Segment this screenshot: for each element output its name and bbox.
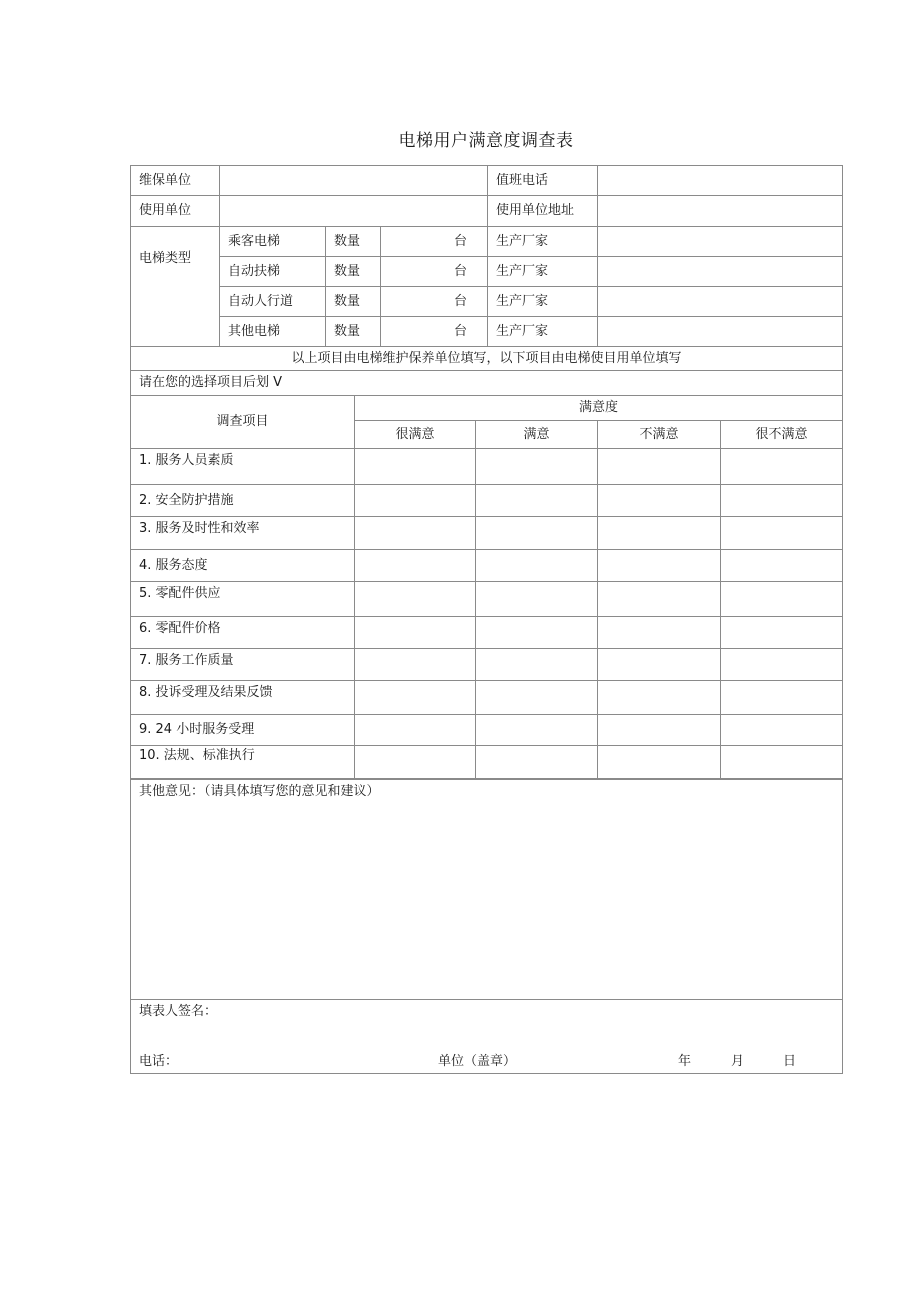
user-unit-label: 使用单位 [131, 196, 220, 227]
choice-cell[interactable] [476, 681, 598, 715]
choice-cell[interactable] [721, 485, 843, 517]
manufacturer-label: 生产厂家 [488, 227, 598, 257]
choice-cell[interactable] [598, 746, 721, 780]
choice-cell[interactable] [721, 550, 843, 582]
signature-section [131, 1000, 843, 1074]
comments-label: 其他意见：（请具体填写您的意见和建议） [139, 784, 380, 799]
choice-cell[interactable] [476, 582, 598, 617]
choice-cell[interactable] [355, 517, 476, 550]
choice-cell[interactable] [355, 617, 476, 649]
unit-label: 台 [453, 263, 467, 279]
table-row [131, 649, 843, 681]
manufacturer-label: 生产厂家 [488, 317, 598, 347]
manufacturer-field[interactable] [598, 227, 843, 257]
elevator-type-name: 自动人行道 [220, 287, 326, 317]
item-header: 调查项目 [131, 396, 355, 449]
year-label: 年 [678, 1054, 692, 1069]
maint-unit-field[interactable] [220, 166, 488, 196]
elevator-type-label: 电梯类型 [131, 227, 220, 347]
survey-item: 7. 服务工作质量 [131, 649, 355, 681]
phone-label: 电话： [139, 1054, 179, 1069]
table-row [131, 449, 843, 485]
choice-cell[interactable] [598, 550, 721, 582]
choice-cell[interactable] [598, 582, 721, 617]
manufacturer-label: 生产厂家 [488, 287, 598, 317]
table-row [131, 517, 843, 550]
unit-label: 台 [453, 293, 467, 309]
stamp-label: 单位（盖章） [438, 1054, 517, 1069]
choice-cell[interactable] [598, 649, 721, 681]
user-address-label: 使用单位地址 [488, 196, 598, 227]
manufacturer-field[interactable] [598, 287, 843, 317]
choice-cell[interactable] [598, 681, 721, 715]
elevator-info-table [130, 165, 843, 371]
maint-unit-label: 维保单位 [131, 166, 220, 196]
choice-cell[interactable] [355, 649, 476, 681]
choice-cell[interactable] [598, 485, 721, 517]
choice-cell[interactable] [476, 449, 598, 485]
choice-cell[interactable] [721, 746, 843, 780]
manufacturer-field[interactable] [598, 257, 843, 287]
unit-label: 台 [453, 323, 467, 339]
choice-cell[interactable] [476, 550, 598, 582]
survey-item: 1. 服务人员素质 [131, 449, 355, 485]
survey-item: 9. 24 小时服务受理 [131, 715, 355, 746]
survey-item: 10. 法规、标准执行 [131, 746, 355, 780]
level-header: 满意 [476, 421, 598, 449]
instruction-text: 请在您的选择项目后划 V [131, 371, 843, 396]
qty-field[interactable] [381, 257, 488, 287]
choice-cell[interactable] [355, 582, 476, 617]
choice-cell[interactable] [355, 681, 476, 715]
level-header: 很不满意 [721, 421, 843, 449]
qty-label: 数量 [326, 257, 381, 287]
table-row [131, 715, 843, 746]
survey-item: 8. 投诉受理及结果反馈 [131, 681, 355, 715]
choice-cell[interactable] [721, 681, 843, 715]
choice-cell[interactable] [598, 517, 721, 550]
table-row [131, 582, 843, 617]
satisfaction-header: 满意度 [355, 396, 843, 421]
choice-cell[interactable] [721, 449, 843, 485]
user-address-field[interactable] [598, 196, 843, 227]
choice-cell[interactable] [355, 449, 476, 485]
qty-field[interactable] [381, 287, 488, 317]
choice-cell[interactable] [721, 649, 843, 681]
choice-cell[interactable] [476, 517, 598, 550]
choice-cell[interactable] [598, 449, 721, 485]
level-header: 不满意 [598, 421, 721, 449]
survey-item: 2. 安全防护措施 [131, 485, 355, 517]
elevator-type-name: 自动扶梯 [220, 257, 326, 287]
choice-cell[interactable] [721, 617, 843, 649]
choice-cell[interactable] [598, 617, 721, 649]
qty-field[interactable] [381, 227, 488, 257]
signer-label: 填表人签名： [139, 1004, 218, 1019]
choice-cell[interactable] [355, 715, 476, 746]
choice-cell[interactable] [476, 617, 598, 649]
duty-phone-field[interactable] [598, 166, 843, 196]
table-row [131, 485, 843, 517]
day-label: 日 [783, 1054, 797, 1069]
manufacturer-label: 生产厂家 [488, 257, 598, 287]
comments-table [130, 778, 843, 1074]
table-row [131, 681, 843, 715]
qty-field[interactable] [381, 317, 488, 347]
choice-cell[interactable] [721, 582, 843, 617]
month-label: 月 [731, 1054, 745, 1069]
qty-label: 数量 [326, 317, 381, 347]
survey-item: 5. 零配件供应 [131, 582, 355, 617]
choice-cell[interactable] [476, 715, 598, 746]
duty-phone-label: 值班电话 [488, 166, 598, 196]
choice-cell[interactable] [476, 649, 598, 681]
elevator-type-name: 乘客电梯 [220, 227, 326, 257]
table-row [131, 550, 843, 582]
survey-item: 4. 服务态度 [131, 550, 355, 582]
choice-cell[interactable] [476, 485, 598, 517]
user-unit-field[interactable] [220, 196, 488, 227]
fill-in-note: 以上项目由电梯维护保养单位填写，以下项目由电梯使目用单位填写 [131, 347, 843, 371]
survey-item: 3. 服务及时性和效率 [131, 517, 355, 550]
satisfaction-table [130, 370, 843, 780]
choice-cell[interactable] [355, 746, 476, 780]
table-row [131, 617, 843, 649]
manufacturer-field[interactable] [598, 317, 843, 347]
choice-cell[interactable] [355, 485, 476, 517]
qty-label: 数量 [326, 287, 381, 317]
choice-cell[interactable] [598, 715, 721, 746]
choice-cell[interactable] [721, 517, 843, 550]
choice-cell[interactable] [721, 715, 843, 746]
comments-field[interactable] [131, 779, 843, 1000]
choice-cell[interactable] [476, 746, 598, 780]
elevator-type-name: 其他电梯 [220, 317, 326, 347]
unit-label: 台 [453, 233, 467, 249]
level-header: 很满意 [355, 421, 476, 449]
qty-label: 数量 [326, 227, 381, 257]
choice-cell[interactable] [355, 550, 476, 582]
survey-item: 6. 零配件价格 [131, 617, 355, 649]
table-row [131, 746, 843, 780]
page-title: 电梯用户满意度调查表 [398, 131, 574, 151]
